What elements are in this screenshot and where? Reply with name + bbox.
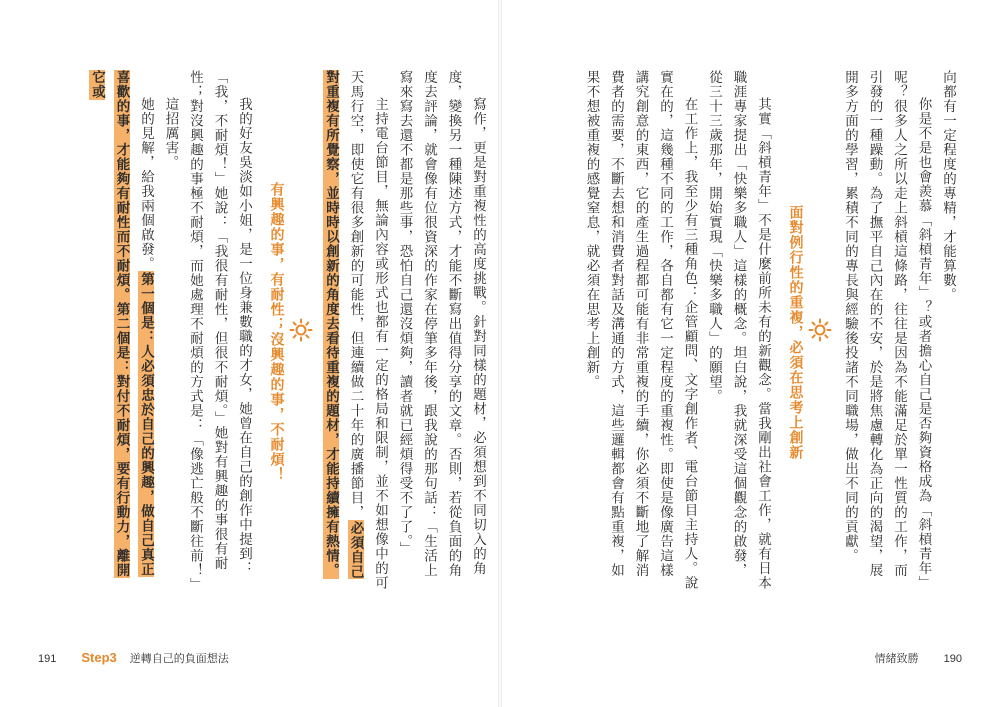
step-label: Step3: [81, 650, 117, 665]
running-title: 情緒致勝: [874, 652, 919, 665]
right-text-column: [520, 70, 960, 590]
sun-icon: [289, 318, 313, 342]
right-heading-text: 面對例行性的重複，必須在思考上創新: [787, 204, 804, 460]
left-page-number: 191: [38, 653, 57, 665]
right-paragraph-1: 向都有一定程度的專精，才能算數。: [940, 70, 956, 302]
left-footer: [38, 650, 229, 666]
right-paragraph-2: 你是不是也會羨慕「斜槓青年」？或者擔心自己是否夠資格成為「斜槓青年」呢？很多人之所以走上斜槓這條路，往往是因為不能滿足於單一性質的工作，而引發的一種躁動。為了撫平自己內在的不安，於是將焦慮轉化為正向的渴望，展開多方面的學習，累積不同的專長與經驗後投諸不同職場，做出不同的貢獻。: [842, 70, 932, 590]
left-paragraph-5: 她的見解，給我兩個啟發。第一個是：人必須忠於自己的興趣，做自己真正喜歡的事，才能夠有耐性而不耐煩。第二個是：對付不耐煩，要有行動力，離開它或: [89, 70, 154, 578]
left-section-heading: [264, 70, 313, 590]
right-page: [500, 0, 1000, 707]
left-paragraph-4: 這招厲害。: [162, 97, 179, 170]
chapter-title: 逆轉自己的負面想法: [129, 652, 229, 665]
left-heading-text: 有興趣的事，有耐性；沒興趣的事，不耐煩！: [268, 182, 285, 482]
left-highlight-2: 第一個是：人必須忠於自己的興趣，做自己真正喜歡的事，才能夠有耐性而不耐煩。第二個是：對付不耐煩，要有行動力，離開它或: [89, 70, 154, 578]
left-highlight-1: 必須自己對重複有所覺察，並時時以創新的角度去看待重複的題材，才能持續擁有熱情。: [323, 70, 364, 579]
left-paragraph-1: 寫作，更是對重複性的高度挑戰。針對同樣的題材，必須想到不同切入的角度，變換另一種陳述方式，才能不斷寫出值得分享的文章。否則，若從負面的角度去評論，就會像有位很資深的作家在停筆多年後，跟我說的那句話：「生活上寫來寫去還不都是那些事，恐怕自己還沒煩夠，讀者就已經煩得受不了了。」: [396, 70, 486, 578]
right-footer: [875, 650, 962, 666]
sun-icon: [808, 318, 832, 342]
left-text-column: [10, 70, 490, 590]
left-paragraph-3: 我的好友吳淡如小姐，是一位身兼數職的才女，她曾在自己的創作中提到：「我，不耐煩！」她說：「我很有耐性，但很不耐煩。」她對有興趣的事很有耐性；對沒興趣的事極不耐煩，而她處理不耐煩的方式是：「像逃亡般不斷往前！」: [187, 70, 252, 592]
right-section-heading: [783, 70, 832, 590]
right-paragraph-3: 其實「斜槓青年」不是什麼前所未有的新觀念。當我剛出社會工作，就有日本職涯專家提出「快樂多職人」這樣的概念。坦白說，我就深受這個觀念的啟發，從三十三歲那年，開始實現「快樂多職人」的願望。: [706, 70, 771, 590]
left-paragraph-2: 主持電台節目，無論內容或形式也都有一定的格局和限制，並不如想像中的可天馬行空，即使它有很多創新的可能性，但連續做二十年的廣播節目，必須自己對重複有所覺察，並時時以創新的角度去看待重複的題材，才能持續擁有熱情。: [323, 70, 388, 590]
right-page-number: 190: [943, 653, 962, 665]
right-paragraph-4: 在工作上，我至少有三種角色：企管顧問、文字創作者、電台節目主持人。說實在的，這幾種不同的工作，各自都有它一定程度的重複性。即使是像廣告這樣講究創意的東西，它的產生過程都可能有非常重複的手續，你必須不斷地了解消費者的需要，不斷去想和消費者對話及溝通的方式，這些邏輯都會有點重複，如果不想被重複的感覺窒息，就必須在思考上創新。: [583, 70, 698, 590]
